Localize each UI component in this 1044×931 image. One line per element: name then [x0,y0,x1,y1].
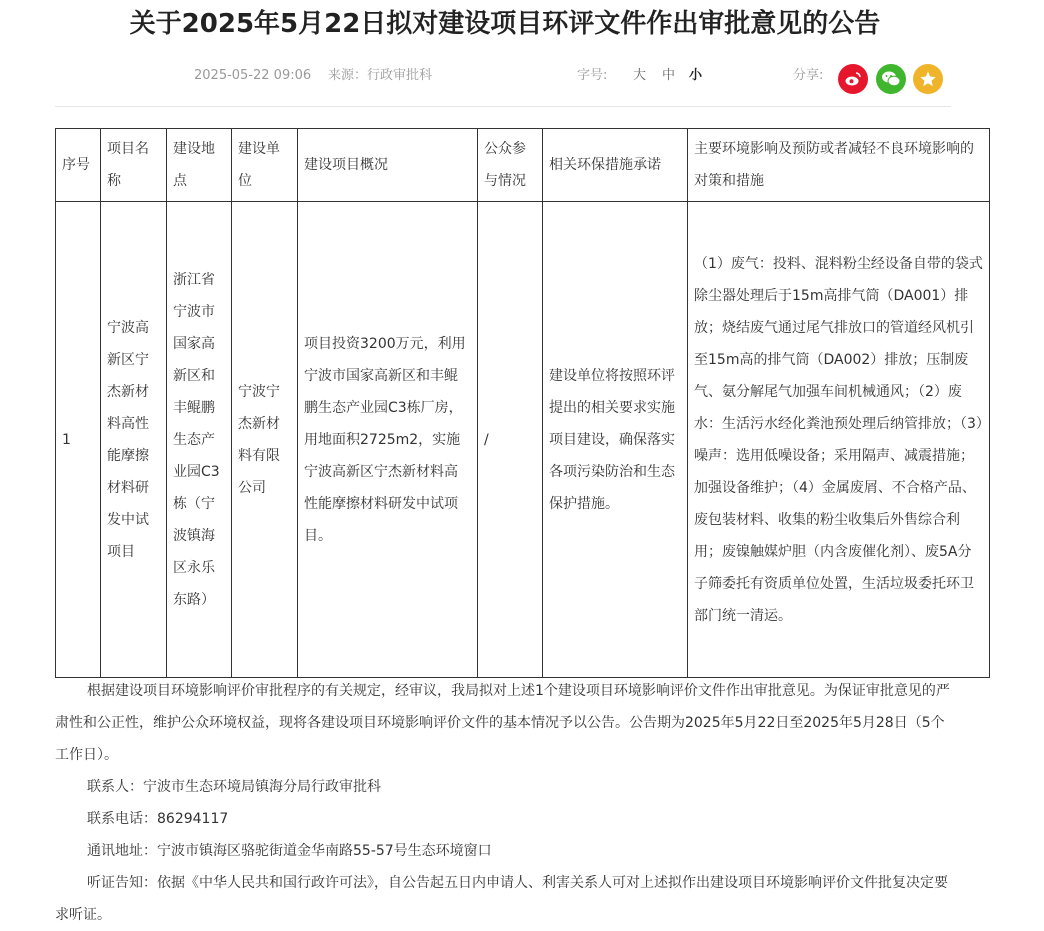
header-index: 序号 [56,129,101,202]
cell-overview: 项目投资3200万元，利用宁波市国家高新区和丰鲲鹏生态产业园C3栋厂房，用地面积2725m2，实施宁波高新区宁杰新材料高性能摩擦材料研发中试项目。 [298,202,478,678]
header-builder: 建设单位 [232,129,298,202]
font-size-medium[interactable]: 中 [662,68,676,83]
cell-commitments: 建设单位将按照环评提出的相关要求实施项目建设，确保落实各项污染防治和生态保护措施。 [543,202,688,678]
header-overview: 建设项目概况 [298,129,478,202]
article-source [328,66,432,86]
source-value: 行政审批科 [367,68,433,83]
font-size-large[interactable]: 大 [633,68,647,83]
table-header-row [56,129,990,202]
notice-paragraph: 根据建设项目环境影响评价审批程序的有关规定，经审议，我局拟对上述1个建设项目环境影响评价文件作出审批意见。为保证审批意见的严肃性和公正性，维护公众环境权益，现将各建设项目环境影响评价文件的基本情况予以公告。公告期为2025年5月22日至2025年5月28日（5个工作日）。 [55,683,950,763]
share-weibo-button[interactable] [838,64,868,94]
hearing-notice: 听证告知：依据《中华人民共和国行政许可法》，自公告起五日内申请人、利害关系人可对上述拟作出建设项目环境影响评价文件批复决定要求听证。 [55,875,948,923]
font-size-small[interactable]: 小 [689,68,703,83]
project-table [55,128,990,678]
cell-builder: 宁波宁杰新材料有限公司 [232,202,298,678]
cell-location: 浙江省宁波市国家高新区和丰鲲鹏生态产业园C3栋（宁波镇海区永乐东路） [167,202,232,678]
share-label: 分享: [793,68,824,83]
star-icon [919,70,937,88]
source-label: 来源： [328,68,368,83]
cell-index: 1 [56,202,101,678]
page-title: 关于2025年5月22日拟对建设项目环评文件作出审批意见的公告 [129,9,881,39]
cell-project-name: 宁波高新区宁杰新材料高性能摩擦材料研发中试项目 [101,202,167,678]
wechat-icon [881,70,901,88]
header-public-participation: 公众参与情况 [478,129,543,202]
weibo-icon [844,70,862,88]
header-location: 建设地点 [167,129,232,202]
font-size-label: 字号: [577,68,608,83]
contact-address: 通讯地址：宁波市镇海区骆驼街道金华南路55-57号生态环境窗口 [87,843,492,859]
cell-public-participation: / [478,202,543,678]
publish-date: 2025-05-22 09:06 [194,68,312,83]
header-project-name: 项目名称 [101,129,167,202]
contact-person: 联系人：宁波市生态环境局镇海分局行政审批科 [87,779,381,795]
share-wechat-button[interactable] [876,64,906,94]
contact-phone: 联系电话：86294117 [87,811,229,827]
share-qzone-button[interactable] [913,64,943,94]
header-divider [55,106,951,107]
header-commitments: 相关环保措施承诺 [543,129,688,202]
header-measures: 主要环境影响及预防或者减轻不良环境影响的对策和措施 [688,129,990,202]
font-size-switcher [577,66,703,86]
table-row [56,202,990,678]
cell-measures: （1）废气：投料、混料粉尘经设备自带的袋式除尘器处理后于15m高排气筒（DA001）排放；烧结废气通过尾气排放口的管道经风机引至15m高的排气筒（DA002）排放；压制废气、氨分解尾气加强车间机械通风；（2）废水：生活污水经化粪池预处理后纳管排放；（3）噪声：选用低噪设备；采用隔声、减震措施；加强设备维护；（4）金属废屑、不合格产品、废包装材料、收集的粉尘收集后外售综合利用；废镍触媒炉胆（内含废催化剂）、废5A分子筛委托有资质单位处置，生活垃圾委托环卫部门统一清运。 [688,202,990,678]
